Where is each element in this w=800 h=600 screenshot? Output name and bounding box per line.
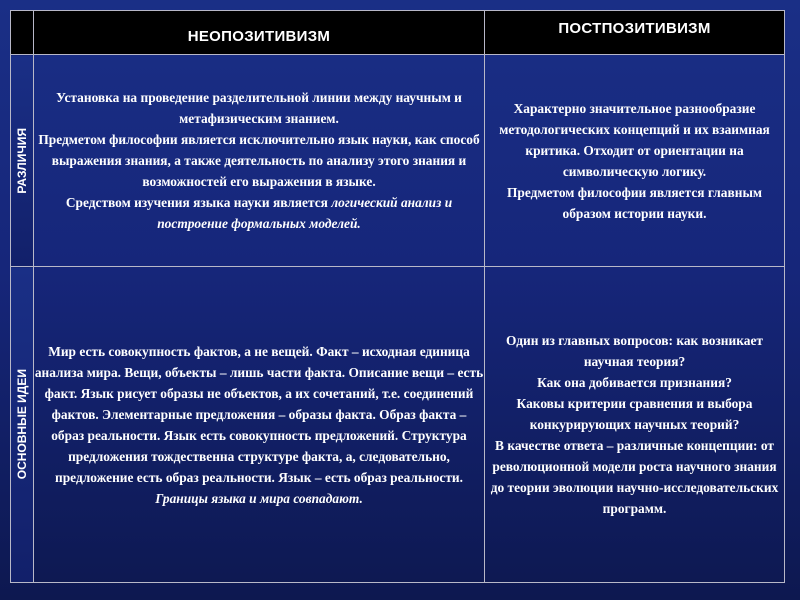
post-ideas-p1: Один из главных вопросов: как возникает научная теория? bbox=[506, 333, 763, 369]
differences-label-cell bbox=[11, 55, 34, 267]
postpositivism-header-text: ПОСТПОЗИТИВИЗМ bbox=[558, 20, 711, 37]
comparison-table bbox=[10, 10, 785, 583]
main-ideas-row bbox=[11, 267, 785, 583]
post-diff-p1: Характерно значительное разнообразие методологических концепций и их взаимная критика. Отходит от ориентации на символическую логику. bbox=[499, 100, 770, 179]
main-ideas-label-cell bbox=[11, 267, 34, 583]
neopositivism-differences bbox=[34, 55, 485, 267]
postpositivism-main-ideas bbox=[485, 267, 785, 583]
neo-diff-p3-plain: Средством изучения языка науки является bbox=[65, 195, 328, 210]
neopositivism-header-text: НЕОПОЗИТИВИЗМ bbox=[187, 28, 331, 45]
post-ideas-p3: Каковы критерии сравнения и выбора конкурирующих научных теорий? bbox=[516, 396, 753, 432]
neo-ideas-text bbox=[34, 341, 484, 509]
postpositivism-header bbox=[485, 11, 785, 55]
neo-diff-p3 bbox=[34, 192, 484, 234]
neo-ideas-plain: Мир есть совокупность фактов, а не вещей. Факт – исходная единица анализа мира. Вещи, объекты – лишь части факта. Описание вещи – есть факт. Язык рисует образы не объектов, а их сочетаний, т.е. соединений фактов. Элементарные предложения – образы факта. Образ факта – образ реальности. Язык есть совокупность предложений. Структура предложения тождественна структуре факта, а, следовательно, предложение есть образ реальности. Язык – есть образ реальности. bbox=[34, 343, 484, 485]
neopositivism-main-ideas bbox=[34, 267, 485, 583]
neopositivism-header bbox=[34, 11, 485, 55]
neo-ideas-italic: Границы языка и мира совпадают. bbox=[155, 490, 363, 506]
neo-diff-p1: Установка на проведение разделительной линии между научным и метафизическим знанием. bbox=[56, 90, 462, 126]
postpositivism-differences bbox=[485, 55, 785, 267]
corner-cell bbox=[11, 11, 34, 55]
neo-diff-p2: Предметом философии является исключительно язык науки, как способ выражения знания, а также деятельность по анализу этого знания и возможностей его выражения в языке. bbox=[38, 132, 480, 189]
post-ideas-p2: Как она добивается признания? bbox=[537, 375, 732, 390]
differences-row bbox=[11, 55, 785, 267]
post-diff-p2: Предметом философии является главным образом истории науки. bbox=[506, 184, 763, 221]
header-row bbox=[11, 11, 785, 55]
neo-diff-p3-italic: логический анализ и построение формальных моделей. bbox=[157, 195, 453, 231]
post-ideas-p4: В качестве ответа – различные концепции: от революционной модели роста научного знания до теории эволюции научно-исследовательских программ. bbox=[490, 438, 779, 516]
main-ideas-label: ОСНОВНЫЕ ИДЕИ bbox=[15, 369, 29, 480]
differences-label: РАЗЛИЧИЯ bbox=[15, 127, 29, 194]
